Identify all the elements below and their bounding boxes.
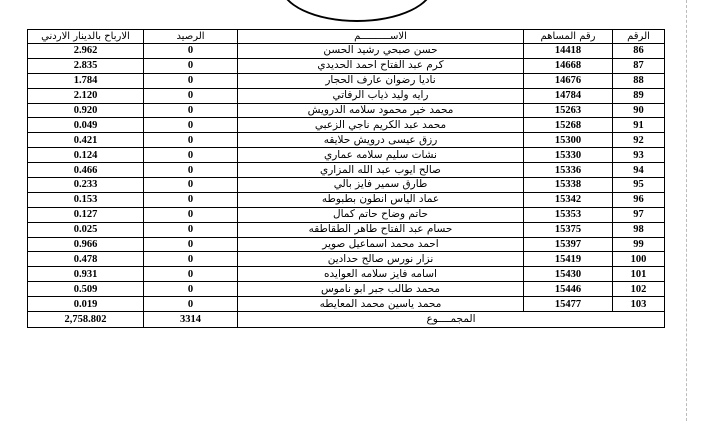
- header-name: الاســــــــــم: [238, 30, 524, 44]
- table-row: [28, 88, 665, 103]
- cell-profit: 2.835: [28, 58, 144, 73]
- table-row: [28, 133, 665, 148]
- table-row: [28, 297, 665, 312]
- cell-shareholder-no: 15353: [524, 207, 613, 222]
- table-row: [28, 252, 665, 267]
- total-profit: 2,758.802: [28, 312, 144, 328]
- header-shareholder-no: رقم المساهم: [524, 30, 613, 44]
- cell-profit: 0.127: [28, 207, 144, 222]
- cell-name: محمد عبد الكريم ناجي الزعبي: [238, 118, 524, 133]
- cell-number: 95: [613, 178, 665, 193]
- cell-shareholder-no: 15268: [524, 118, 613, 133]
- cell-shareholder-no: 14784: [524, 88, 613, 103]
- cell-number: 88: [613, 73, 665, 88]
- table-header-row: [28, 30, 665, 44]
- dividends-table-sheet: [27, 29, 664, 328]
- cell-profit: 0.466: [28, 163, 144, 178]
- table-row: [28, 207, 665, 222]
- cell-profit: 0.966: [28, 237, 144, 252]
- cell-name: نزار نورس صالح حدادين: [238, 252, 524, 267]
- cell-number: 92: [613, 133, 665, 148]
- total-balance: 3314: [144, 312, 238, 328]
- cell-profit: 0.421: [28, 133, 144, 148]
- cell-balance: 0: [144, 58, 238, 73]
- cell-name: محمد خير محمود سلامه الدرويش: [238, 103, 524, 118]
- cell-profit: 0.509: [28, 282, 144, 297]
- cell-shareholder-no: 15330: [524, 148, 613, 163]
- table-row: [28, 44, 665, 59]
- cell-name: ناديا رضوان عارف الحجار: [238, 73, 524, 88]
- cell-profit: 0.049: [28, 118, 144, 133]
- cell-name: عماد الياس انطون بطبوطه: [238, 192, 524, 207]
- cell-name: كرم عبد الفتاح احمد الحديدي: [238, 58, 524, 73]
- header-balance: الرصيد: [144, 30, 238, 44]
- cell-number: 97: [613, 207, 665, 222]
- cell-profit: 0.019: [28, 297, 144, 312]
- cell-shareholder-no: 15375: [524, 222, 613, 237]
- cell-name: رايه وليد ذياب الرفاتي: [238, 88, 524, 103]
- cell-balance: 0: [144, 192, 238, 207]
- header-number: الرقم: [613, 30, 665, 44]
- cell-number: 87: [613, 58, 665, 73]
- cell-name: حاتم وضاح حاتم كمال: [238, 207, 524, 222]
- table-row: [28, 118, 665, 133]
- cell-balance: 0: [144, 252, 238, 267]
- page-edge-rule: [686, 0, 687, 421]
- cell-balance: 0: [144, 163, 238, 178]
- header-profit: الارباح بالدينار الاردني: [28, 30, 144, 44]
- cell-name: نشات سليم سلامه عماري: [238, 148, 524, 163]
- cell-balance: 0: [144, 118, 238, 133]
- cell-number: 94: [613, 163, 665, 178]
- cell-shareholder-no: 14676: [524, 73, 613, 88]
- cell-balance: 0: [144, 222, 238, 237]
- table-row: [28, 282, 665, 297]
- table-row: [28, 163, 665, 178]
- cell-number: 89: [613, 88, 665, 103]
- cell-profit: 0.478: [28, 252, 144, 267]
- cell-number: 99: [613, 237, 665, 252]
- cell-balance: 0: [144, 73, 238, 88]
- total-row: [28, 312, 665, 328]
- cell-balance: 0: [144, 237, 238, 252]
- cell-number: 100: [613, 252, 665, 267]
- cell-name: طارق سمير فايز بالي: [238, 178, 524, 193]
- cell-profit: 0.124: [28, 148, 144, 163]
- table-row: [28, 222, 665, 237]
- cell-profit: 0.025: [28, 222, 144, 237]
- cell-shareholder-no: 15300: [524, 133, 613, 148]
- cell-profit: 0.233: [28, 178, 144, 193]
- cell-number: 98: [613, 222, 665, 237]
- table-row: [28, 148, 665, 163]
- cell-profit: 0.931: [28, 267, 144, 282]
- cell-balance: 0: [144, 207, 238, 222]
- cell-name: اسامه فايز سلامه العوايده: [238, 267, 524, 282]
- cell-shareholder-no: 14418: [524, 44, 613, 59]
- cell-name: حسام عبد الفتاح طاهر الطقاطقه: [238, 222, 524, 237]
- cell-balance: 0: [144, 297, 238, 312]
- table-row: [28, 237, 665, 252]
- cell-balance: 0: [144, 103, 238, 118]
- cell-shareholder-no: 15419: [524, 252, 613, 267]
- cell-number: 101: [613, 267, 665, 282]
- cell-balance: 0: [144, 267, 238, 282]
- cell-name: محمد طالب جبر ابو ناموس: [238, 282, 524, 297]
- table-body: [28, 44, 665, 312]
- table-row: [28, 178, 665, 193]
- cell-shareholder-no: 15397: [524, 237, 613, 252]
- dividends-table: [27, 29, 665, 328]
- cell-shareholder-no: 15477: [524, 297, 613, 312]
- total-label: المجمــــوع: [238, 312, 665, 328]
- cell-number: 96: [613, 192, 665, 207]
- table-row: [28, 192, 665, 207]
- cell-shareholder-no: 15446: [524, 282, 613, 297]
- cell-balance: 0: [144, 88, 238, 103]
- cell-profit: 0.153: [28, 192, 144, 207]
- cell-shareholder-no: 15338: [524, 178, 613, 193]
- cell-balance: 0: [144, 178, 238, 193]
- cell-balance: 0: [144, 148, 238, 163]
- stamp-outline: [280, 0, 434, 22]
- cell-name: محمد ياسين محمد المعايطه: [238, 297, 524, 312]
- cell-profit: 2.962: [28, 44, 144, 59]
- cell-number: 90: [613, 103, 665, 118]
- cell-shareholder-no: 15342: [524, 192, 613, 207]
- cell-number: 91: [613, 118, 665, 133]
- cell-name: حسن صبحي رشيد الحسن: [238, 44, 524, 59]
- table-row: [28, 58, 665, 73]
- table-row: [28, 73, 665, 88]
- cell-shareholder-no: 15263: [524, 103, 613, 118]
- cell-name: احمد محمد اسماعيل صوير: [238, 237, 524, 252]
- table-row: [28, 267, 665, 282]
- cell-number: 102: [613, 282, 665, 297]
- table-row: [28, 103, 665, 118]
- cell-profit: 0.920: [28, 103, 144, 118]
- cell-number: 86: [613, 44, 665, 59]
- cell-profit: 2.120: [28, 88, 144, 103]
- cell-balance: 0: [144, 282, 238, 297]
- cell-shareholder-no: 15430: [524, 267, 613, 282]
- cell-number: 93: [613, 148, 665, 163]
- cell-name: صالح ايوب عبد الله المزاري: [238, 163, 524, 178]
- cell-balance: 0: [144, 44, 238, 59]
- cell-number: 103: [613, 297, 665, 312]
- cell-shareholder-no: 15336: [524, 163, 613, 178]
- cell-profit: 1.784: [28, 73, 144, 88]
- cell-balance: 0: [144, 133, 238, 148]
- cell-shareholder-no: 14668: [524, 58, 613, 73]
- cell-name: رزق عيسى درويش حلايقه: [238, 133, 524, 148]
